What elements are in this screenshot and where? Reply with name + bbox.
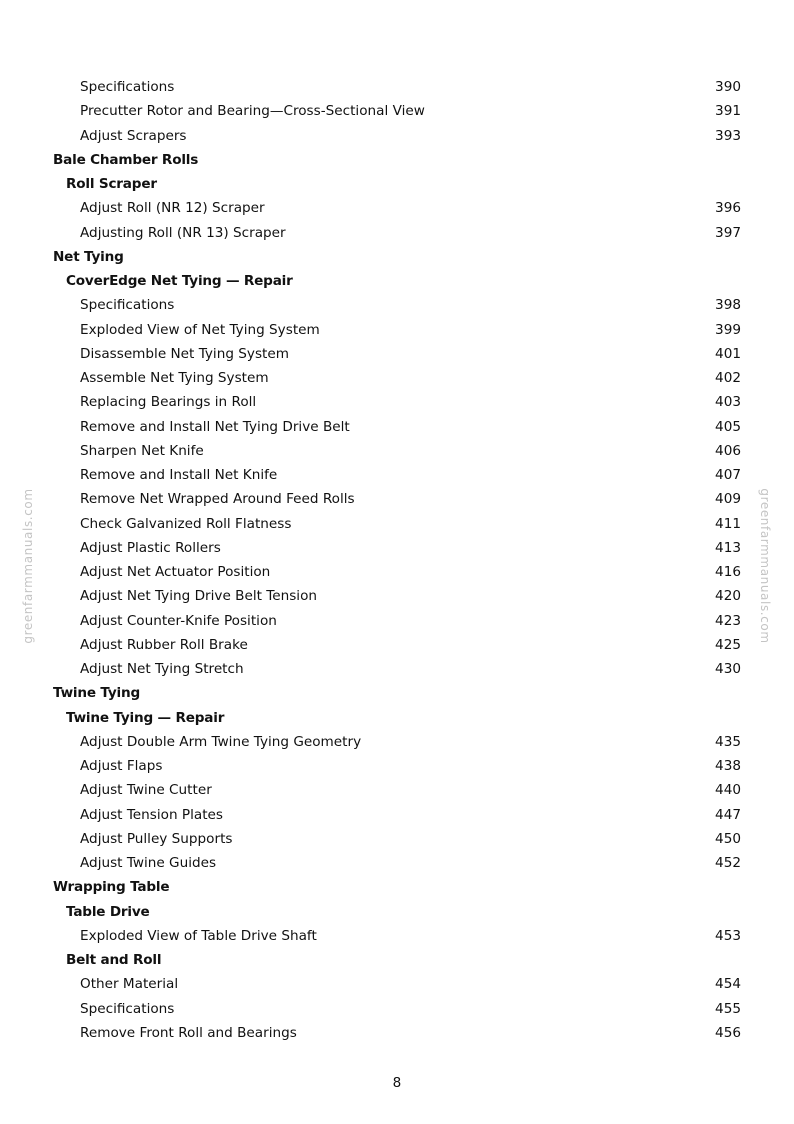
toc-entry-title: Remove Front Roll and Bearings — [80, 1024, 297, 1041]
toc-entry-page-number: 456 — [715, 1024, 741, 1041]
toc-entry-page-number: 454 — [715, 976, 741, 993]
watermark-right: greenfarmmanuals.com — [758, 488, 772, 644]
toc-entry[interactable] — [0, 294, 794, 318]
toc-entry-title: Check Galvanized Roll Flatness — [80, 515, 292, 532]
toc-entry-page-number: 398 — [715, 297, 741, 314]
toc-entry[interactable] — [0, 537, 794, 561]
toc-entry[interactable] — [0, 779, 794, 803]
toc-subsection-heading — [0, 270, 794, 294]
toc-entry-page-number: 413 — [715, 539, 741, 556]
toc-entry-title: Adjust Double Arm Twine Tying Geometry — [80, 733, 362, 750]
toc-entry[interactable] — [0, 634, 794, 658]
toc-entry-page-number: 406 — [715, 442, 741, 459]
toc-entry-title: Disassemble Net Tying System — [80, 345, 289, 362]
toc-entry-page-number: 393 — [715, 127, 741, 144]
toc-entry-page-number: 447 — [715, 806, 741, 823]
toc-entry-title: Remove and Install Net Knife — [80, 467, 278, 483]
toc-entry-title: Adjusting Roll (NR 13) Scraper — [80, 224, 286, 241]
toc-entry[interactable] — [0, 755, 794, 779]
toc-entry[interactable] — [0, 804, 794, 828]
toc-entry-title: Adjust Net Actuator Position — [80, 564, 271, 580]
toc-entry-title: Remove Net Wrapped Around Feed Rolls — [80, 491, 355, 508]
toc-entry[interactable] — [0, 464, 794, 488]
toc-entry-page-number: 420 — [715, 588, 741, 605]
toc-entry[interactable] — [0, 561, 794, 585]
toc-entry-title: Replacing Bearings in Roll — [80, 394, 257, 411]
table-of-contents — [0, 76, 794, 1046]
toc-entry-page-number: 390 — [715, 79, 741, 95]
toc-entry[interactable] — [0, 222, 794, 246]
toc-entry-page-number: 409 — [715, 491, 741, 508]
toc-entry-page-number: 396 — [715, 200, 741, 217]
toc-entry-page-number: 452 — [715, 855, 741, 871]
toc-entry-title: Adjust Rubber Roll Brake — [80, 636, 248, 653]
toc-entry-title: Assemble Net Tying System — [80, 370, 269, 386]
toc-entry-page-number: 405 — [715, 418, 741, 435]
toc-entry[interactable] — [0, 731, 794, 755]
toc-entry[interactable] — [0, 391, 794, 415]
toc-entry-title: Adjust Twine Cutter — [80, 782, 212, 799]
toc-entry-page-number: 435 — [715, 733, 741, 750]
toc-entry[interactable] — [0, 76, 794, 100]
toc-entry[interactable] — [0, 1022, 794, 1046]
toc-section-heading — [0, 876, 794, 900]
toc-entry-title: Specifications — [80, 297, 175, 314]
toc-entry-title: CoverEdge Net Tying — Repair — [66, 273, 293, 289]
toc-entry-title: Adjust Tension Plates — [80, 806, 223, 823]
toc-entry-page-number: 403 — [715, 394, 741, 411]
toc-entry-page-number: 425 — [715, 636, 741, 653]
toc-entry-page-number: 416 — [715, 564, 741, 580]
toc-entry-page-number: 438 — [715, 758, 741, 774]
toc-entry-page-number: 399 — [715, 321, 741, 338]
toc-entry-title: Net Tying — [53, 248, 124, 265]
toc-entry-title: Twine Tying — Repair — [66, 709, 225, 726]
toc-subsection-heading — [0, 707, 794, 731]
toc-entry-title: Specifications — [80, 79, 175, 95]
toc-entry-title: Adjust Plastic Rollers — [80, 539, 221, 556]
toc-entry-page-number: 453 — [715, 927, 741, 944]
watermark-left: greenfarmmanuals.com — [21, 488, 35, 644]
toc-entry[interactable] — [0, 610, 794, 634]
toc-entry[interactable] — [0, 416, 794, 440]
toc-entry-title: Adjust Counter-Knife Position — [80, 612, 277, 629]
toc-entry-title: Belt and Roll — [66, 952, 162, 968]
toc-entry-title: Adjust Roll (NR 12) Scraper — [80, 200, 265, 217]
toc-entry[interactable] — [0, 100, 794, 124]
toc-entry-title: Exploded View of Table Drive Shaft — [80, 927, 317, 944]
toc-section-heading — [0, 149, 794, 173]
toc-entry-title: Adjust Scrapers — [80, 127, 187, 144]
toc-entry-title: Exploded View of Net Tying System — [80, 321, 320, 338]
toc-entry-title: Remove and Install Net Tying Drive Belt — [80, 418, 350, 435]
toc-entry[interactable] — [0, 440, 794, 464]
toc-entry-page-number: 430 — [715, 661, 741, 677]
toc-entry[interactable] — [0, 998, 794, 1022]
toc-entry-title: Adjust Twine Guides — [80, 855, 217, 871]
toc-entry-page-number: 423 — [715, 612, 741, 629]
toc-entry[interactable] — [0, 319, 794, 343]
toc-entry-title: Twine Tying — [53, 685, 141, 702]
toc-entry[interactable] — [0, 658, 794, 682]
toc-entry[interactable] — [0, 585, 794, 609]
toc-entry-title: Specifications — [80, 1000, 175, 1017]
toc-subsection-heading — [0, 949, 794, 973]
toc-entry[interactable] — [0, 973, 794, 997]
toc-entry-title: Sharpen Net Knife — [80, 442, 204, 459]
toc-entry[interactable] — [0, 367, 794, 391]
page-number: 8 — [392, 1075, 402, 1091]
toc-entry-page-number: 440 — [715, 782, 741, 799]
toc-entry[interactable] — [0, 852, 794, 876]
toc-entry-title: Bale Chamber Rolls — [53, 151, 199, 168]
toc-entry-page-number: 397 — [715, 224, 741, 241]
toc-entry[interactable] — [0, 513, 794, 537]
toc-entry[interactable] — [0, 488, 794, 512]
toc-entry-page-number: 401 — [715, 345, 741, 362]
toc-entry-title: Adjust Net Tying Drive Belt Tension — [80, 588, 318, 605]
toc-subsection-heading — [0, 901, 794, 925]
toc-entry[interactable] — [0, 343, 794, 367]
toc-entry-title: Table Drive — [66, 903, 150, 920]
toc-entry-page-number: 411 — [715, 515, 741, 532]
toc-entry[interactable] — [0, 125, 794, 149]
toc-entry-page-number: 455 — [715, 1000, 741, 1017]
toc-entry-title: Adjust Flaps — [80, 758, 163, 774]
toc-entry-page-number: 402 — [715, 370, 741, 386]
toc-section-heading — [0, 246, 794, 270]
toc-entry-title: Adjust Net Tying Stretch — [80, 661, 244, 677]
toc-entry-title: Precutter Rotor and Bearing—Cross-Sectional View — [80, 103, 425, 120]
toc-entry-title: Roll Scraper — [66, 176, 157, 192]
toc-entry-page-number: 450 — [715, 830, 741, 847]
toc-entry-page-number: 407 — [715, 467, 741, 483]
toc-entry-page-number: 391 — [715, 103, 741, 120]
toc-entry[interactable] — [0, 925, 794, 949]
toc-entry-title: Other Material — [80, 976, 179, 993]
toc-entry-title: Wrapping Table — [53, 879, 170, 896]
toc-section-heading — [0, 682, 794, 706]
toc-subsection-heading — [0, 173, 794, 197]
toc-entry[interactable] — [0, 828, 794, 852]
toc-entry-title: Adjust Pulley Supports — [80, 830, 233, 847]
toc-entry[interactable] — [0, 197, 794, 221]
